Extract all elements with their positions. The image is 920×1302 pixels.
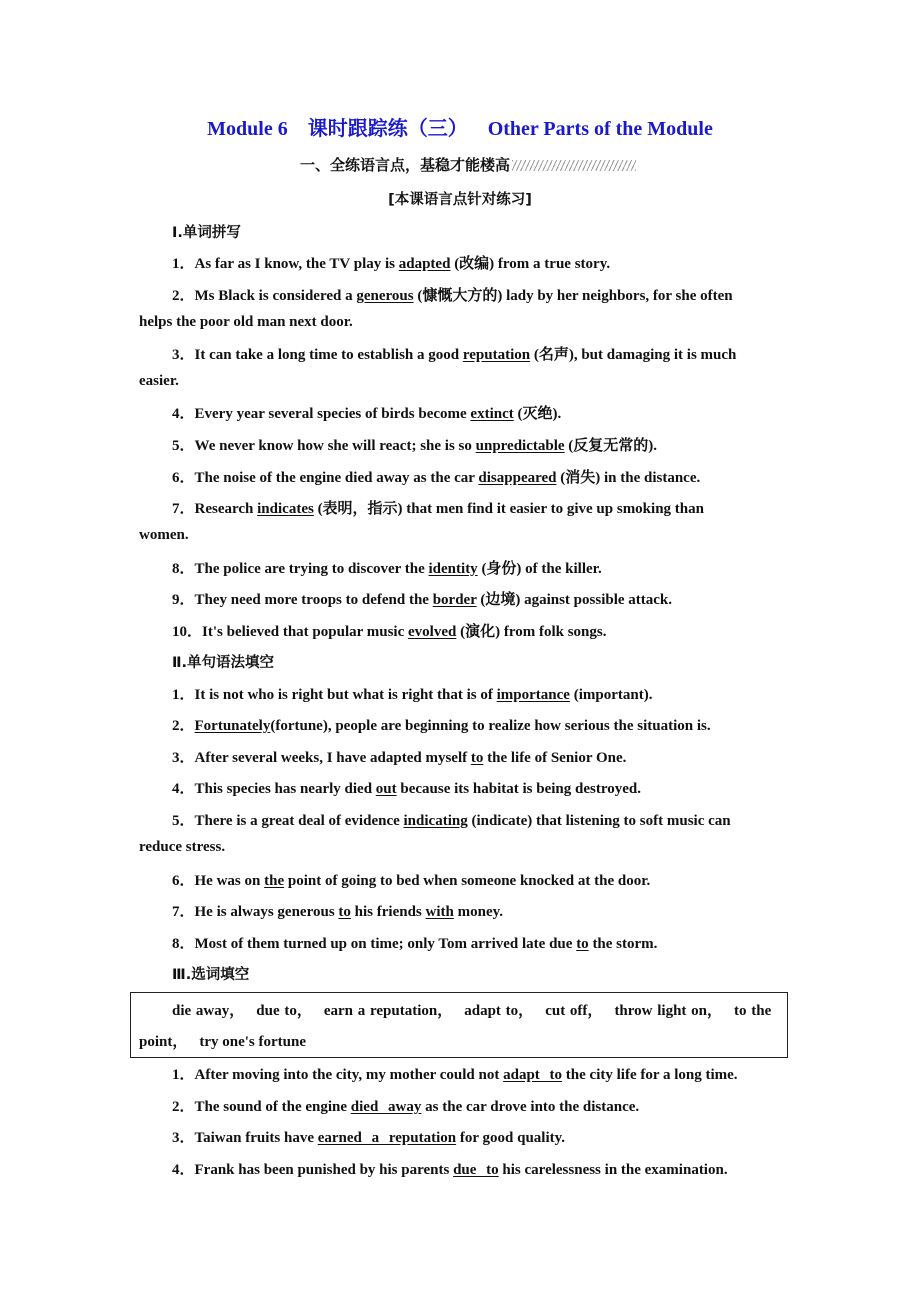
item-text: (身份) of the killer. [477, 561, 602, 577]
answer-text: Fortunately [194, 718, 271, 734]
answer-text: to [470, 750, 484, 766]
word-bank-phrase: to the [734, 1003, 772, 1019]
item-text: (改编) from a true story. [450, 256, 611, 272]
answer-text: died away [350, 1099, 422, 1115]
exercise-line [172, 1063, 738, 1084]
item-text: (慷慨大方的) lady by her neighbors, for she often [413, 288, 733, 304]
exercise-line [172, 683, 652, 704]
item-text: (消失) in the distance. [556, 470, 701, 486]
item-text: It is not who is right but what is right that is of [194, 687, 497, 703]
item-text: the life of Senior One. [483, 750, 627, 766]
hatch-decoration [512, 160, 636, 171]
item-text: Research [194, 501, 258, 517]
item-text: He is always generous [194, 904, 339, 920]
item-text: This species has nearly died [194, 781, 376, 797]
item-text: (演化) from folk songs. [456, 624, 607, 640]
item-text: Ms Black is considered a [194, 288, 357, 304]
section-heading-grammar: Ⅱ.单句语法填空 [172, 655, 275, 671]
item-number: 4． [172, 1162, 195, 1178]
word-bank-phrase: try one's fortune [199, 1034, 307, 1050]
exercise-line [172, 1158, 728, 1179]
item-number: 3． [172, 1130, 195, 1146]
answer-text: to [576, 936, 589, 952]
answer-text: reputation [462, 347, 531, 363]
exercise-continuation: helps the poor old man next door. [139, 314, 353, 330]
item-text: the storm. [588, 936, 658, 952]
answer-text: generous [356, 288, 414, 304]
item-number: 6． [172, 470, 195, 486]
exercise-line [172, 900, 503, 921]
word-bank-row [139, 1030, 306, 1051]
exercise-line [172, 284, 733, 305]
exercise-line [172, 1126, 565, 1147]
word-bank-phrase: throw light on， [614, 1003, 723, 1019]
exercise-line [172, 466, 700, 487]
item-text: They need more troops to defend the [194, 592, 433, 608]
part-subtitle [300, 154, 636, 175]
bracket-note: [本课语言点针对练习] [388, 192, 532, 208]
exercise-line [172, 746, 626, 767]
item-number: 7． [172, 904, 195, 920]
exercise-line [172, 932, 657, 953]
item-number: 2． [172, 288, 195, 304]
exercise-line [172, 869, 650, 890]
answer-text: adapted [398, 256, 451, 272]
item-text: We never know how she will react; she is so [194, 438, 476, 454]
exercise-line [172, 557, 602, 578]
item-text: There is a great deal of evidence [194, 813, 404, 829]
item-number: 5． [172, 438, 195, 454]
item-text: Taiwan fruits have [194, 1130, 318, 1146]
item-number: 6． [172, 873, 195, 889]
item-text: The police are trying to discover the [194, 561, 429, 577]
exercise-line [172, 714, 711, 735]
page-title [0, 112, 920, 141]
item-text: The sound of the engine [194, 1099, 351, 1115]
item-number: 8． [172, 936, 195, 952]
item-text: He was on [194, 873, 265, 889]
exercise-line [172, 809, 731, 830]
answer-text: identity [428, 561, 478, 577]
exercise-continuation: women. [139, 527, 189, 543]
answer-text: indicates [257, 501, 314, 517]
item-number: 1． [172, 687, 195, 703]
item-number: 9． [172, 592, 195, 608]
title-chinese: 课时跟踪练（三） [307, 118, 468, 140]
item-number: 7． [172, 501, 195, 517]
item-number: 2． [172, 718, 195, 734]
item-text: After moving into the city, my mother could not [194, 1067, 504, 1083]
answer-text: due to [453, 1162, 499, 1178]
title-english: Other Parts of the Module [487, 118, 713, 140]
answer-text: evolved [408, 624, 457, 640]
word-bank-box [130, 992, 788, 1058]
subtitle-text: 一、全练语言点，基稳才能楼高 [300, 156, 511, 174]
answer-text: unpredictable [475, 438, 565, 454]
answer-text: extinct [470, 406, 514, 422]
answer-text: earned a reputation [317, 1130, 457, 1146]
item-text: (fortune), people are beginning to realize how serious the situation is. [270, 718, 711, 734]
item-text: (important). [569, 687, 653, 703]
answer-text: with [425, 904, 454, 920]
word-bank-row [172, 999, 771, 1020]
word-bank-phrase: adapt to， [464, 1003, 534, 1019]
exercise-line [172, 252, 610, 273]
exercise-line [172, 497, 704, 518]
item-text: As far as I know, the TV play is [194, 256, 399, 272]
exercise-line [172, 343, 736, 364]
answer-text: to [338, 904, 351, 920]
item-number: 8． [172, 561, 195, 577]
item-number: 1． [172, 256, 195, 272]
item-number: 4． [172, 781, 195, 797]
word-bank-phrase: point， [139, 1034, 188, 1050]
item-text: (边境) against possible attack. [476, 592, 673, 608]
exercise-line [172, 777, 641, 798]
item-text: It's believed that popular music [202, 624, 409, 640]
answer-text: indicating [403, 813, 468, 829]
item-text: the city life for a long time. [562, 1067, 738, 1083]
answer-text: importance [496, 687, 570, 703]
exercise-line [172, 588, 672, 609]
answer-text: the [264, 873, 285, 889]
word-bank-phrase: earn a reputation， [323, 1003, 453, 1019]
title-module: Module 6 [207, 118, 288, 140]
answer-text: adapt to [503, 1067, 563, 1083]
item-text: because its habitat is being destroyed. [396, 781, 641, 797]
item-number: 5． [172, 813, 195, 829]
item-text: (表明，指示) that men find it easier to give up smoking than [313, 501, 704, 517]
exercise-line [172, 402, 561, 423]
word-bank-phrase: cut off， [545, 1003, 603, 1019]
item-text: After several weeks, I have adapted myself [194, 750, 471, 766]
item-text: for good quality. [456, 1130, 566, 1146]
item-text: (indicate) that listening to soft music can [467, 813, 731, 829]
item-text: (灭绝). [513, 406, 562, 422]
word-bank-phrase: die away， [172, 1003, 245, 1019]
exercise-continuation: reduce stress. [139, 839, 226, 855]
item-text: his friends [350, 904, 426, 920]
item-text: as the car drove into the distance. [421, 1099, 640, 1115]
item-text: It can take a long time to establish a good [194, 347, 463, 363]
item-number: 2． [172, 1099, 195, 1115]
item-text: The noise of the engine died away as the car [194, 470, 479, 486]
item-text: Most of them turned up on time; only Tom arrived late due [194, 936, 577, 952]
item-number: 4． [172, 406, 195, 422]
item-text: Every year several species of birds become [194, 406, 471, 422]
item-text: point of going to bed when someone knocked at the door. [284, 873, 651, 889]
item-number: 3． [172, 347, 195, 363]
exercise-line [172, 1095, 639, 1116]
answer-text: out [375, 781, 397, 797]
item-text: his carelessness in the examination. [498, 1162, 728, 1178]
word-bank-phrase: due to， [256, 1003, 312, 1019]
item-text: money. [453, 904, 504, 920]
item-text: (名声), but damaging it is much [530, 347, 737, 363]
section-heading-spelling: Ⅰ.单词拼写 [172, 225, 241, 241]
section-heading-phrase-fill: Ⅲ.选词填空 [172, 967, 250, 983]
item-text: Frank has been punished by his parents [194, 1162, 454, 1178]
item-number: 1． [172, 1067, 195, 1083]
exercise-line [172, 620, 606, 641]
item-text: (反复无常的). [564, 438, 658, 454]
answer-text: disappeared [478, 470, 557, 486]
item-number: 3． [172, 750, 195, 766]
exercise-line [172, 434, 657, 455]
answer-text: border [432, 592, 477, 608]
exercise-continuation: easier. [139, 373, 179, 389]
item-number: 10． [172, 624, 203, 640]
